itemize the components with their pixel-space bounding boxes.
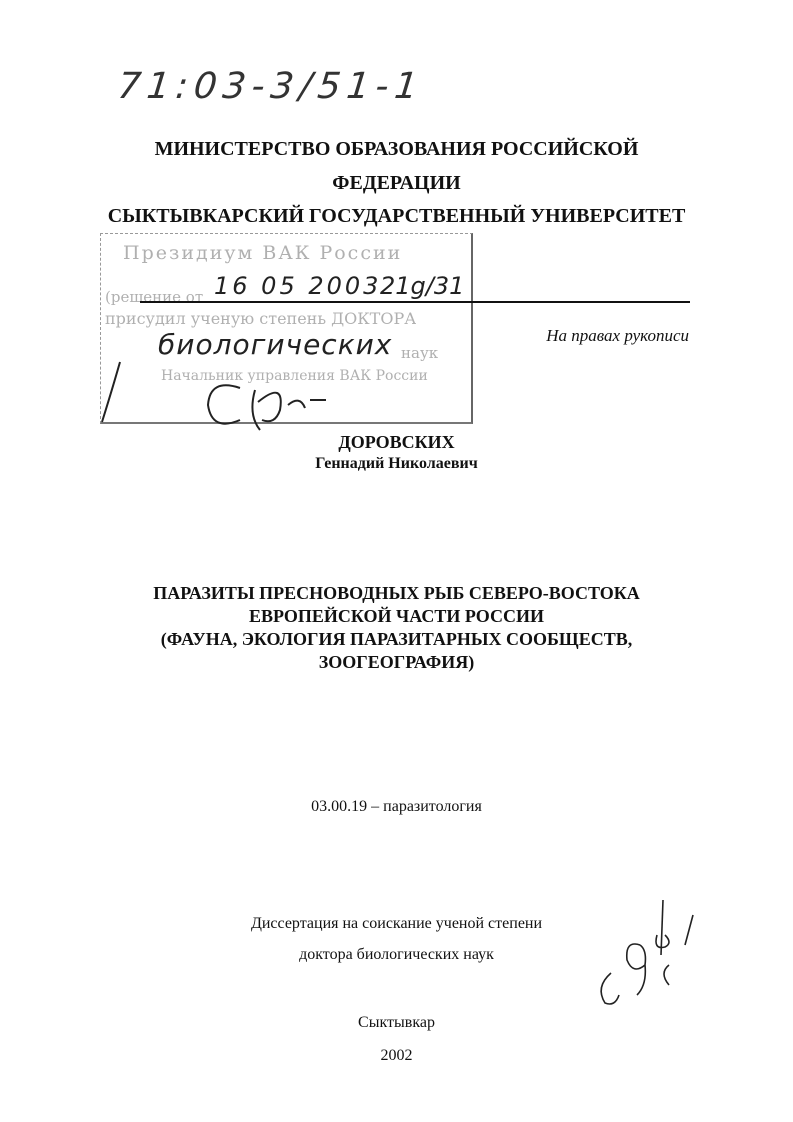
title-line: ЗООГЕОГРАФИЯ) <box>318 652 475 672</box>
manuscript-note: На правах рукописи <box>546 326 689 345</box>
archive-code-handwritten: 71:03-3/51-1 <box>115 66 426 107</box>
stamp-date-handwritten: 16 05 2003 <box>214 272 382 300</box>
stamp-line4-suffix: наук <box>401 344 439 362</box>
city: Сыктывкар <box>358 1014 435 1031</box>
specialty-code: 03.00.19 – паразитология <box>311 798 482 815</box>
stamp-line2-prefix: (решение от <box>105 288 204 306</box>
author-surname: ДОРОВСКИХ <box>338 432 455 452</box>
title-line: (ФАУНА, ЭКОЛОГИЯ ПАРАЗИТАРНЫХ СООБЩЕСТВ, <box>160 629 633 649</box>
university-name: СЫКТЫВКАРСКИЙ ГОСУДАРСТВЕННЫЙ УНИВЕРСИТЕТ <box>107 205 686 227</box>
stamp-line1: Президиум ВАК России <box>123 242 403 264</box>
stamp-signature <box>90 350 330 440</box>
title-line: ПАРАЗИТЫ ПРЕСНОВОДНЫХ РЫБ СЕВЕРО-ВОСТОКА <box>153 583 640 603</box>
stamp-line5: Начальник управления ВАК России <box>161 368 428 384</box>
ministry-heading-line2: ФЕДЕРАЦИИ <box>332 172 461 194</box>
stamp-line3: присудил ученую степень ДОКТОРА <box>105 309 417 328</box>
header-rule <box>140 301 690 303</box>
title-line: ЕВРОПЕЙСКОЙ ЧАСТИ РОССИИ <box>249 606 544 626</box>
ministry-heading-line1: МИНИСТЕРСТВО ОБРАЗОВАНИЯ РОССИЙСКОЙ <box>154 138 639 160</box>
author-name: Геннадий Николаевич <box>315 455 478 472</box>
dissertation-title <box>0 582 793 674</box>
stamp-number-handwritten: 21g/31 <box>380 272 465 300</box>
dissertation-degree-line1: Диссертация на соискание ученой степени <box>250 915 543 932</box>
year: 2002 <box>380 1047 413 1064</box>
dissertation-degree-line2: доктора биологических наук <box>299 946 494 963</box>
stamp-field-handwritten: биологических <box>158 328 393 361</box>
library-mark-handwritten <box>585 895 705 1015</box>
